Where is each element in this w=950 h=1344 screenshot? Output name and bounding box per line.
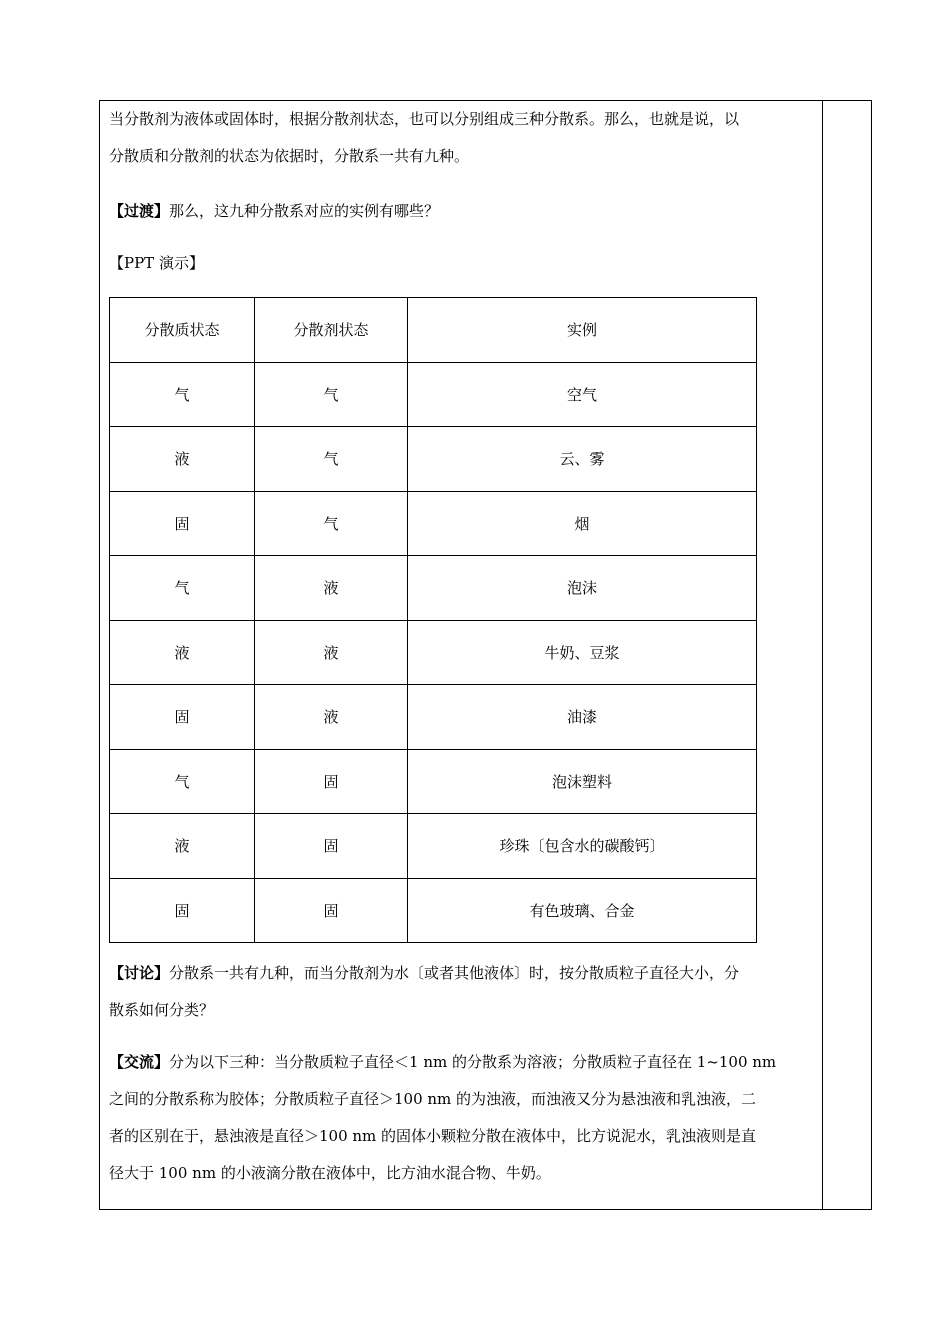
cell-dispersed-phase: 气 <box>110 556 255 621</box>
table-row <box>110 427 757 492</box>
discussion-line-1: 分散系一共有九种，而当分散剂为水〔或者其他液体〕时，按分散质粒子直径大小，分 <box>169 964 740 982</box>
header-examples: 实例 <box>408 298 757 363</box>
cell-dispersed-phase: 固 <box>110 878 255 943</box>
table-row <box>110 878 757 943</box>
exchange-line-1: 分为以下三种：当分散质粒子直径＜1 nm 的分散系为溶液；分散质粒子直径在 1~100 nm <box>169 1053 777 1071</box>
dispersion-examples-table <box>109 297 757 943</box>
table-header-row <box>110 298 757 363</box>
cell-example: 云、雾 <box>408 427 757 492</box>
transition-paragraph <box>109 193 819 230</box>
exchange-line-3: 者的区别在于，悬浊液是直径＞100 nm 的固体小颗粒分散在液体中，比方说泥水，乳浊液则是直 <box>109 1127 757 1145</box>
table-row <box>110 362 757 427</box>
cell-dispersion-medium: 固 <box>255 878 408 943</box>
cell-example: 烟 <box>408 491 757 556</box>
ppt-tag: 【PPT 演示】 <box>109 254 204 272</box>
cell-example: 油漆 <box>408 685 757 750</box>
cell-example: 泡沫 <box>408 556 757 621</box>
intro-paragraph <box>109 101 819 175</box>
transition-text: 那么，这九种分散系对应的实例有哪些？ <box>169 202 440 220</box>
discussion-tag: 【讨论】 <box>109 964 170 982</box>
cell-dispersion-medium: 液 <box>255 620 408 685</box>
cell-dispersed-phase: 固 <box>110 491 255 556</box>
cell-dispersed-phase: 液 <box>110 620 255 685</box>
discussion-line-2: 散系如何分类？ <box>109 1001 215 1019</box>
header-dispersion-medium: 分散剂状态 <box>255 298 408 363</box>
cell-example: 有色玻璃、合金 <box>408 878 757 943</box>
cell-dispersion-medium: 固 <box>255 814 408 879</box>
discussion-paragraph <box>109 955 819 1029</box>
cell-example: 空气 <box>408 362 757 427</box>
cell-dispersed-phase: 气 <box>110 362 255 427</box>
table-row <box>110 685 757 750</box>
cell-example: 泡沫塑料 <box>408 749 757 814</box>
cell-dispersion-medium: 液 <box>255 556 408 621</box>
ppt-heading <box>109 245 819 282</box>
table-row <box>110 556 757 621</box>
cell-dispersion-medium: 气 <box>255 427 408 492</box>
notes-column-divider <box>822 100 823 1210</box>
table-row <box>110 620 757 685</box>
cell-dispersion-medium: 固 <box>255 749 408 814</box>
cell-dispersion-medium: 气 <box>255 491 408 556</box>
table-row <box>110 749 757 814</box>
cell-dispersed-phase: 液 <box>110 814 255 879</box>
cell-dispersed-phase: 固 <box>110 685 255 750</box>
table-row <box>110 491 757 556</box>
cell-dispersion-medium: 气 <box>255 362 408 427</box>
cell-dispersed-phase: 气 <box>110 749 255 814</box>
exchange-paragraph <box>109 1044 819 1192</box>
cell-example: 珍珠〔包含水的碳酸钙〕 <box>408 814 757 879</box>
exchange-tag: 【交流】 <box>109 1053 170 1071</box>
cell-example: 牛奶、豆浆 <box>408 620 757 685</box>
cell-dispersed-phase: 液 <box>110 427 255 492</box>
table-row <box>110 814 757 879</box>
intro-line-2: 分散质和分散剂的状态为依据时，分散系一共有九种。 <box>109 147 470 165</box>
exchange-line-2: 之间的分散系称为胶体；分散质粒子直径＞100 nm 的为浊液，而浊液又分为悬浊液和乳浊液，二 <box>109 1090 757 1108</box>
cell-dispersion-medium: 液 <box>255 685 408 750</box>
transition-tag: 【过渡】 <box>109 202 170 220</box>
header-dispersed-phase: 分散质状态 <box>110 298 255 363</box>
exchange-line-4: 径大于 100 nm 的小液滴分散在液体中，比方油水混合物、牛奶。 <box>109 1164 551 1182</box>
intro-line-1: 当分散剂为液体或固体时，根据分散剂状态，也可以分别组成三种分散系。那么，也就是说，以 <box>109 110 740 128</box>
